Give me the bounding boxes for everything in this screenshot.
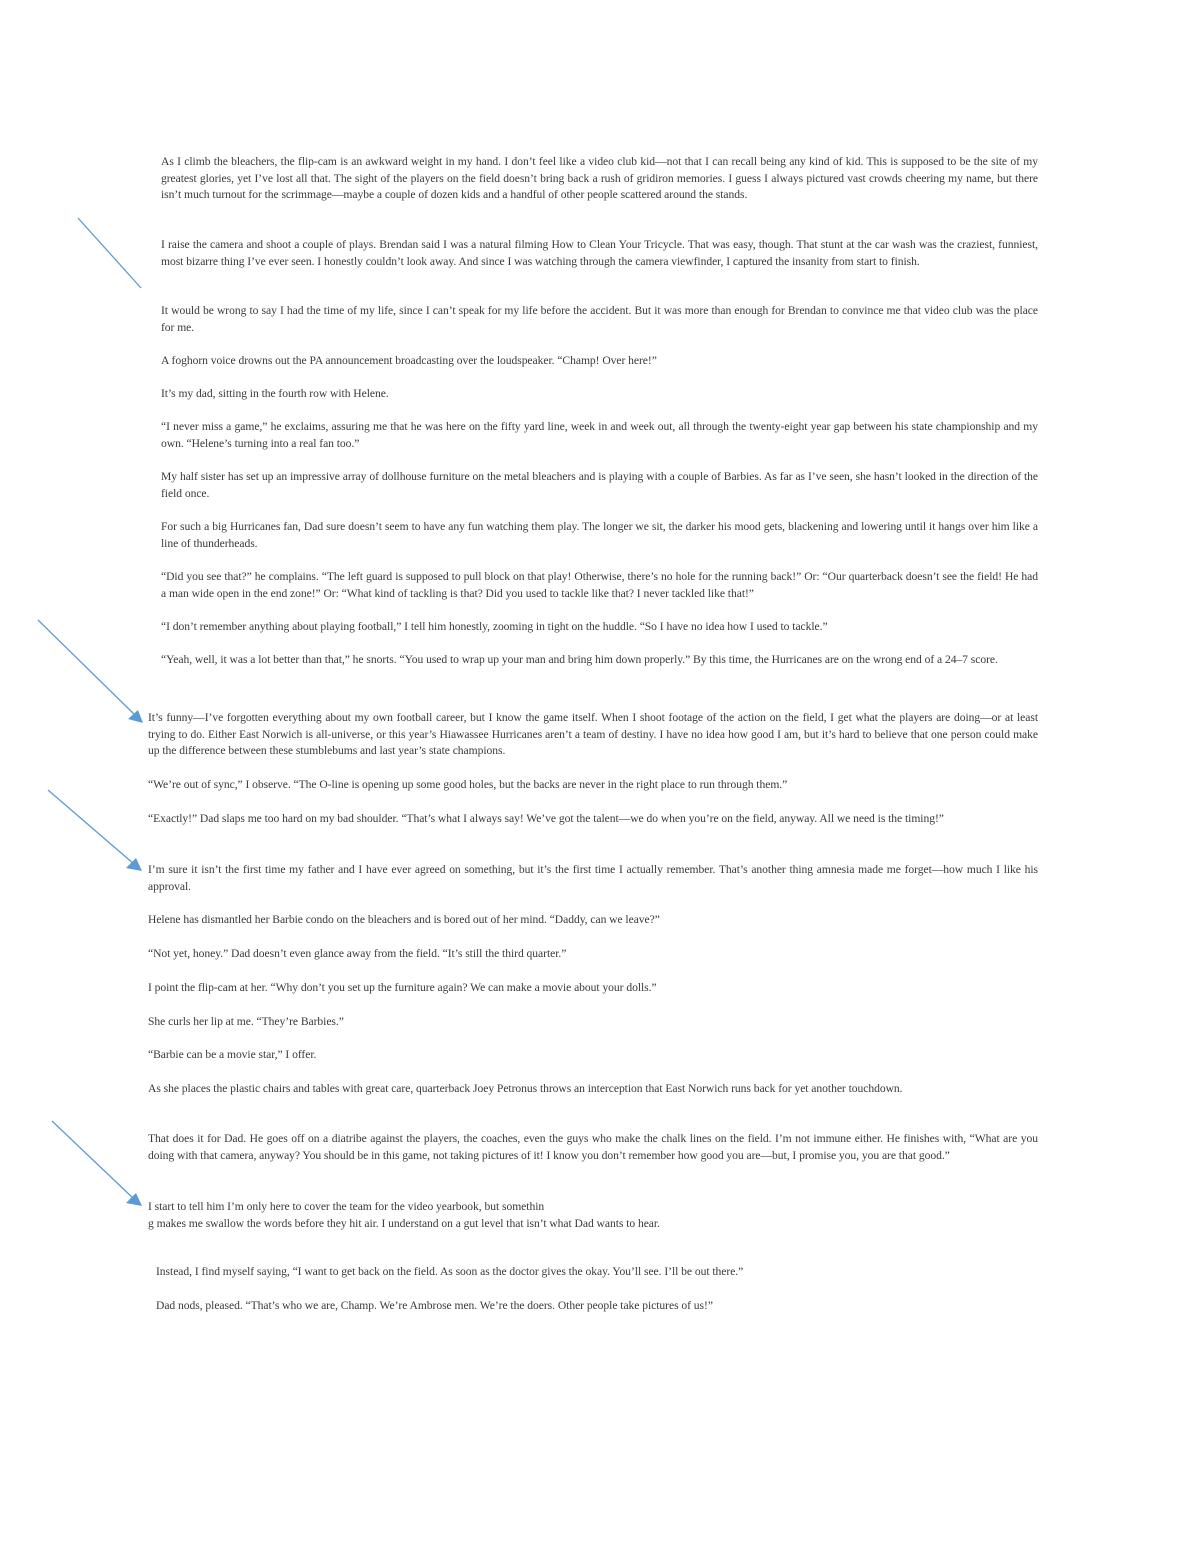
- paragraph-7: My half sister has set up an impressive array of dollhouse furniture on the metal bleachers and is playing with a couple of Barbies. As far as I’ve seen, she hasn’t looked in the direction of the field once.: [161, 470, 1038, 500]
- arrow-4: [52, 1121, 142, 1206]
- paragraph-21: As she places the plastic chairs and tables with great care, quarterback Joey Petronus throws an interception that East Norwich runs back for yet another touchdown.: [148, 1082, 903, 1095]
- arrowhead-4: [126, 1193, 142, 1206]
- paragraph-11: “Yeah, well, it was a lot better than that,” he snorts. “You used to wrap up your man and bring him down properly.” By this time, the Hurricanes are on the wrong end of a 24–7 score.: [161, 653, 998, 666]
- paragraph-20: “Barbie can be a movie star,” I offer.: [148, 1048, 317, 1061]
- paragraph-2: I raise the camera and shoot a couple of plays. Brendan said I was a natural filming How to Clean Your Tricycle. That was easy, though. That stunt at the car wash was the craziest, funniest, most bizarre thing I’ve ever seen. I honestly couldn’t look away. And since I was watching through the camera viewfinder, I captured the insanity from start to finish.: [161, 238, 1038, 268]
- paragraph-8: For such a big Hurricanes fan, Dad sure doesn’t seem to have any fun watching them play. The longer we sit, the darker his mood gets, blackening and lowering until it hangs over him like a line of thunderheads.: [161, 520, 1038, 550]
- paragraph-1: As I climb the bleachers, the flip-cam is an awkward weight in my hand. I don’t feel like a video club kid—not that I can recall being any kind of kid. This is supposed to be the site of my greatest glories, yet I’ve lost all that. The sight of the players on the field doesn’t bring back a rush of gridiron memories. I guess I always pictured vast crowds cheering my name, but there isn’t much turnout for the scrimmage—maybe a couple of dozen kids and a handful of other people scattered around the stands.: [161, 155, 1038, 202]
- paragraph-23-line-2: g makes me swallow the words before they hit air. I understand on a gut level that isn’t what Dad wants to hear.: [148, 1217, 660, 1230]
- paragraph-12: It’s funny—I’ve forgotten everything about my own football career, but I know the game itself. When I shoot footage of the action on the field, I get what the players are doing—or at least trying to do. Either East Norwich is all-universe, or this year’s Hiawassee Hurricanes aren’t a team of destiny. I have no idea how good I am, but it’s hard to believe that one person could make up the difference between these stumblebums and last year’s state champions.: [148, 711, 1038, 758]
- paragraph-25: Dad nods, pleased. “That’s who we are, Champ. We’re Ambrose men. We’re the doers. Other people take pictures of us!”: [156, 1299, 713, 1312]
- paragraph-19: She curls her lip at me. “They’re Barbies.”: [148, 1015, 344, 1028]
- arrowhead-2: [128, 710, 143, 723]
- arrow-2: [38, 620, 143, 723]
- paragraph-3: It would be wrong to say I had the time of my life, since I can’t speak for my life before the accident. But it was more than enough for Brendan to convince me that video club was the place for me.: [161, 304, 1038, 334]
- paragraph-22: That does it for Dad. He goes off on a diatribe against the players, the coaches, even the guys who make the chalk lines on the field. I’m not immune either. He finishes with, “What are you doing with that camera, anyway? You should be in this game, not taking pictures of it! I know you don’t remember how good you are—but, I promise you, you are that good.”: [148, 1132, 1038, 1162]
- paragraph-10: “I don’t remember anything about playing football,” I tell him honestly, zooming in tight on the huddle. “So I have no idea how I used to tackle.”: [161, 620, 828, 633]
- arrow-3: [48, 790, 142, 871]
- paragraph-4: A foghorn voice drowns out the PA announcement broadcasting over the loudspeaker. “Champ! Over here!”: [161, 354, 657, 367]
- paragraph-23-line-1: I start to tell him I’m only here to cover the team for the video yearbook, but somethin: [148, 1200, 545, 1213]
- paragraph-16: Helene has dismantled her Barbie condo on the bleachers and is bored out of her mind. “Daddy, can we leave?”: [148, 913, 660, 926]
- paragraph-15: I’m sure it isn’t the first time my father and I have ever agreed on something, but it’s the first time I actually remember. That’s another thing amnesia made me forget—how much I like his approval.: [148, 863, 1038, 893]
- paragraph-9: “Did you see that?” he complains. “The left guard is supposed to pull block on that play! Otherwise, there’s no hole for the running back!” Or: “Our quarterback doesn’t see the field! He had a man wide open in the end zone!” Or: “What kind of tackling is that? Did you used to tackle like that? I never tackled like that!”: [161, 570, 1038, 600]
- paragraph-17: “Not yet, honey.” Dad doesn’t even glance away from the field. “It’s still the third quarter.”: [148, 947, 567, 960]
- paragraph-18: I point the flip-cam at her. “Why don’t you set up the furniture again? We can make a movie about your dolls.”: [148, 981, 657, 994]
- paragraph-24: Instead, I find myself saying, “I want to get back on the field. As soon as the doctor gives the okay. You’ll see. I’ll be out there.”: [156, 1265, 744, 1278]
- paragraph-6: “I never miss a game,” he exclaims, assuring me that he was here on the fifty yard line, week in and week out, all through the twenty-eight year gap between his state championship and my own. “Helene’s turning into a real fan too.”: [161, 420, 1038, 450]
- arrowhead-3: [126, 858, 142, 871]
- paragraph-14: “Exactly!” Dad slaps me too hard on my bad shoulder. “That’s what I always say! We’ve got the talent—we do when you’re on the field, anyway. All we need is the timing!”: [148, 812, 944, 825]
- arrow-line-1: [78, 218, 141, 288]
- paragraph-13: “We’re out of sync,” I observe. “The O-line is opening up some good holes, but the backs are never in the right place to run through them.”: [148, 778, 788, 791]
- paragraph-5: It’s my dad, sitting in the fourth row with Helene.: [161, 387, 389, 400]
